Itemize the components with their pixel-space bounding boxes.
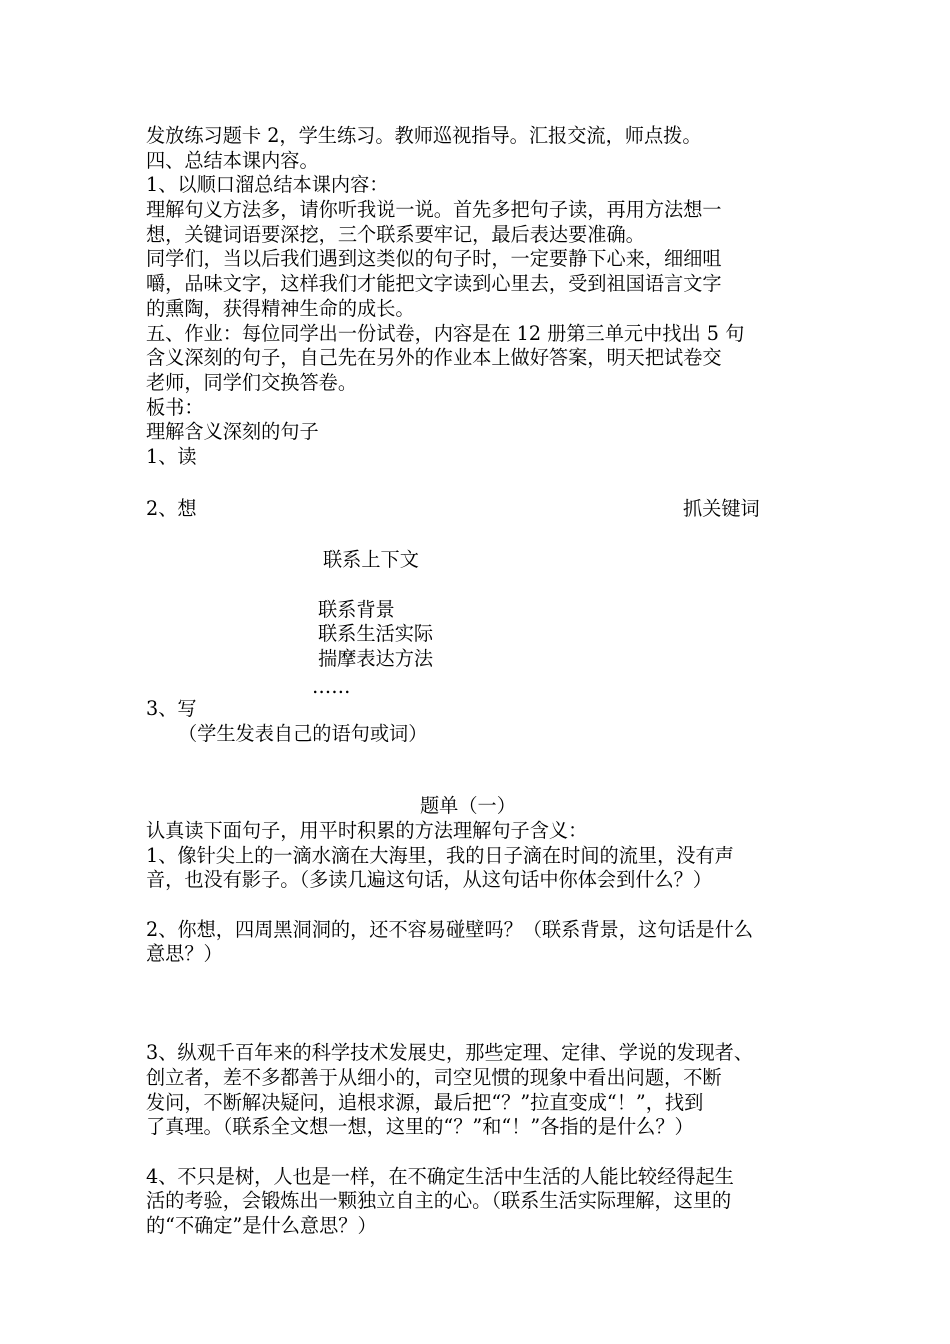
question-2-line: 意思？） [146, 942, 223, 966]
question-2-line: 2、你想，四周黑洞洞的，还不容易碰壁吗？（联系背景，这句话是什么 [146, 917, 754, 941]
board-context: 联系上下文 [323, 548, 419, 571]
worksheet-intro: 认真读下面句子，用平时积累的方法理解句子含义： [146, 819, 588, 842]
text-line: 含义深刻的句子，自己先在另外的作业本上做好答案，明天把试卷交 [146, 346, 722, 370]
board-step-3: 3、写 [146, 697, 197, 720]
text-line: 1、以顺口溜总结本课内容： [146, 173, 389, 197]
text-line: 的熏陶，获得精神生命的成长。 [146, 296, 415, 320]
question-3-line: 发问，不断解决疑问，追根求源，最后把“？”拉直变成“！”，找到 [146, 1090, 704, 1114]
section-heading: 五、作业：每位同学出一份试卷，内容是在 12 册第三单元中找出 5 句 [146, 321, 745, 345]
question-1-line: 音，也没有影子。（多读几遍这句话，从这句话中你体会到什么？） [146, 868, 713, 892]
board-background: 联系背景 [318, 598, 395, 621]
question-3-line: 创立者，差不多都善于从细小的，司空见惯的现象中看出问题，不断 [146, 1065, 722, 1089]
text-line: 老师，同学们交换答卷。 [146, 370, 358, 394]
question-1-line: 1、像针尖上的一滴水滴在大海里，我的日子滴在时间的流里，没有声 [146, 843, 734, 867]
board-ellipsis: …… [312, 675, 351, 698]
question-4-line: 的“不确定”是什么意思？） [146, 1214, 377, 1237]
question-3-line: 3、纵观千百年来的科学技术发展史，那些定理、定律、学说的发现者、 [146, 1041, 754, 1065]
question-3-line: 了真理。（联系全文想一想，这里的“？”和“！”各指的是什么？） [146, 1115, 694, 1139]
text-line: 理解句义方法多，请你听我说一说。首先多把句子读，再用方法想一 [146, 198, 722, 222]
board-expression: 揣摩表达方法 [318, 647, 434, 670]
board-step-3-note: （学生发表自己的语句或词） [178, 722, 428, 745]
board-keyword: 抓关键词 [683, 497, 760, 520]
worksheet-title: 题单（一） [420, 794, 516, 817]
text-line: 发放练习题卡 2，学生练习。教师巡视指导。汇报交流，师点拨。 [146, 124, 702, 147]
section-heading: 四、总结本课内容。 [146, 148, 319, 172]
board-step-2: 2、想 [146, 497, 197, 520]
board-life: 联系生活实际 [318, 622, 434, 645]
question-4-line: 活的考验，会锻炼出一颗独立自主的心。（联系生活实际理解，这里的 [146, 1189, 732, 1213]
lesson-text [146, 124, 810, 470]
text-line: 同学们，当以后我们遇到这类似的句子时，一定要静下心来，细细咀 [146, 247, 722, 271]
worksheet-body [146, 819, 810, 1239]
board-heading: 板书： [146, 395, 204, 419]
board-title: 理解含义深刻的句子 [146, 420, 319, 444]
board-step-1: 1、读 [146, 444, 197, 468]
text-line: 想，关键词语要深挖，三个联系要牢记，最后表达要准确。 [146, 222, 645, 246]
text-line: 嚼，品味文字，这样我们才能把文字读到心里去，受到祖国语言文字 [146, 272, 722, 296]
question-4-line: 4、不只是树，人也是一样，在不确定生活中生活的人能比较经得起生 [146, 1164, 734, 1188]
